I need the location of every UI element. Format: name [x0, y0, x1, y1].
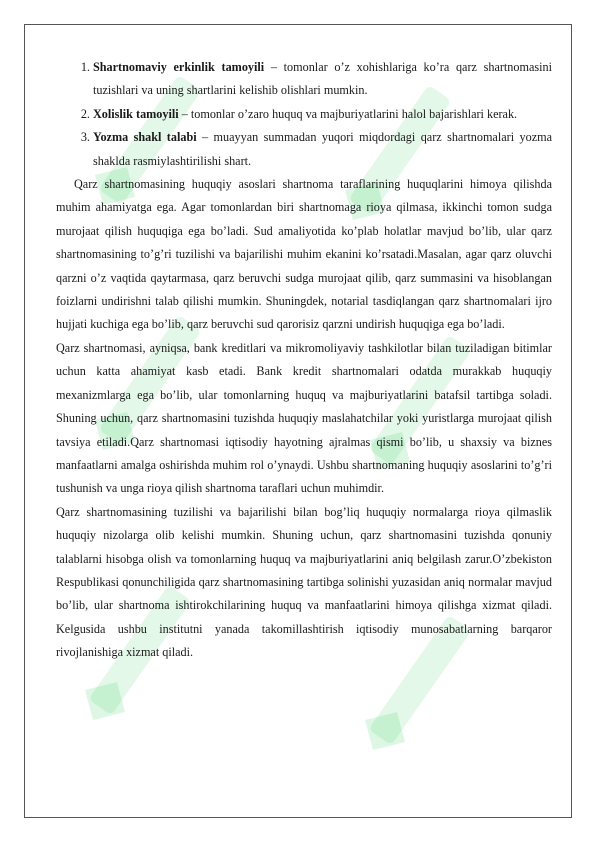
list-item-text: – tomonlar o’z xohishlariga ko’ra qarz shartnomasini tuzishlari va uning shartlarini kelishib olishlari mumkin. [93, 60, 552, 98]
list-item-term: Shartnomaviy erkinlik tamoyili [93, 60, 265, 74]
paragraph-legal-norms: Qarz shartnomasining tuzilishi va bajarilishi bilan bog’liq huquqiy normalarga rioya qilmaslik huquqiy nizolarga olib kelishi mumkin. Shuning uchun, qarz shartnomasini tuzishda qonuniy talablarni hisobga olish va tomonlarning huquq va majburiyatlarini aniq belgilash zarur.O’zbekiston Respublikasi qonunchiligida qarz shartnomasining tartibga solinishi yuzasidan aniq normalar mavjud bo’lib, ular shartnoma ishtirokchilarining huquq va manfaatlarini himoya qilishga xizmat qiladi. Kelgusida ushbu institutni yanada takomillashtirish iqtisodiy munosabatlarning barqaror rivojlanishiga xizmat qiladi. [56, 504, 552, 660]
list-item [93, 103, 552, 126]
list-item-term: Yozma shakl talabi [93, 130, 197, 145]
paragraph-bank-credits: Qarz shartnomasi, ayniqsa, bank kreditlari va mikromoliyaviy tashkilotlar bilan tuziladigan bitimlar uchun katta ahamiyat kasb etadi. Bank kredit shartnomalari odatda murakkab huquqiy mexanizmlarga ega bo’lib, ular tomonlarning huquq va majburiyatlarini batafsil tartibga soladi. Shuning uchun, qarz shartnomasini tuzishda huquqiy maslahatchilar yoki yuristlarga murojaat qilish tavsiya etiladi.Qarz shartnomasi iqtisodiy hayotning ajralmas qismi bo’lib, u shaxsiy va biznes manfaatlarni amalga oshirishda muhim rol o’ynaydi. Ushbu shartnomaning huquqiy asoslarini to’g’ri tushunish va unga rioya qilish shartnoma taraflari uchun muhimdir. [56, 340, 552, 496]
list-item [93, 56, 552, 103]
paragraph-legal-basis: Qarz shartnomasining huquqiy asoslari shartnoma taraflarining huquqlarini himoya qilishda muhim ahamiyatga ega. Agar tomonlardan biri shartnomaga rioya qilmasa, ikkinchi tomon sudga murojaat qilish huquqiga ega bo’ladi. Sud amaliyotida ko’plab holatlar mavjud bo’lib, ular qarz shartnomasining to’g’ri tuzilishi va bajarilishi muhim ekanini ko’rsatadi.Masalan, agar qarz oluvchi qarzni o’z vaqtida qaytarmasa, qarz beruvchi sudga murojaat qilib, qarz summasini va hisoblangan foizlarni undirishni talab qilishi mumkin. Shuningdek, notarial tasdiqlangan qarz shartnomalari ijro hujjati kuchiga ega bo’lib, qarz beruvchi sud qarorisiz qarzni undirish huquqiga ega bo’ladi. [56, 177, 552, 332]
list-item-text: – muayyan summadan yuqori miqdordagi qarz shartnomalari yozma shaklda rasmiylashtirilishi shart. [93, 130, 552, 168]
list-item-term: Xolislik tamoyili [93, 106, 179, 121]
principles-list [56, 56, 552, 173]
document-body [56, 56, 552, 665]
list-item [93, 126, 552, 173]
list-item-text: – tomonlar o’zaro huquq va majburiyatlarini halol bajarishlari kerak. [178, 106, 518, 121]
